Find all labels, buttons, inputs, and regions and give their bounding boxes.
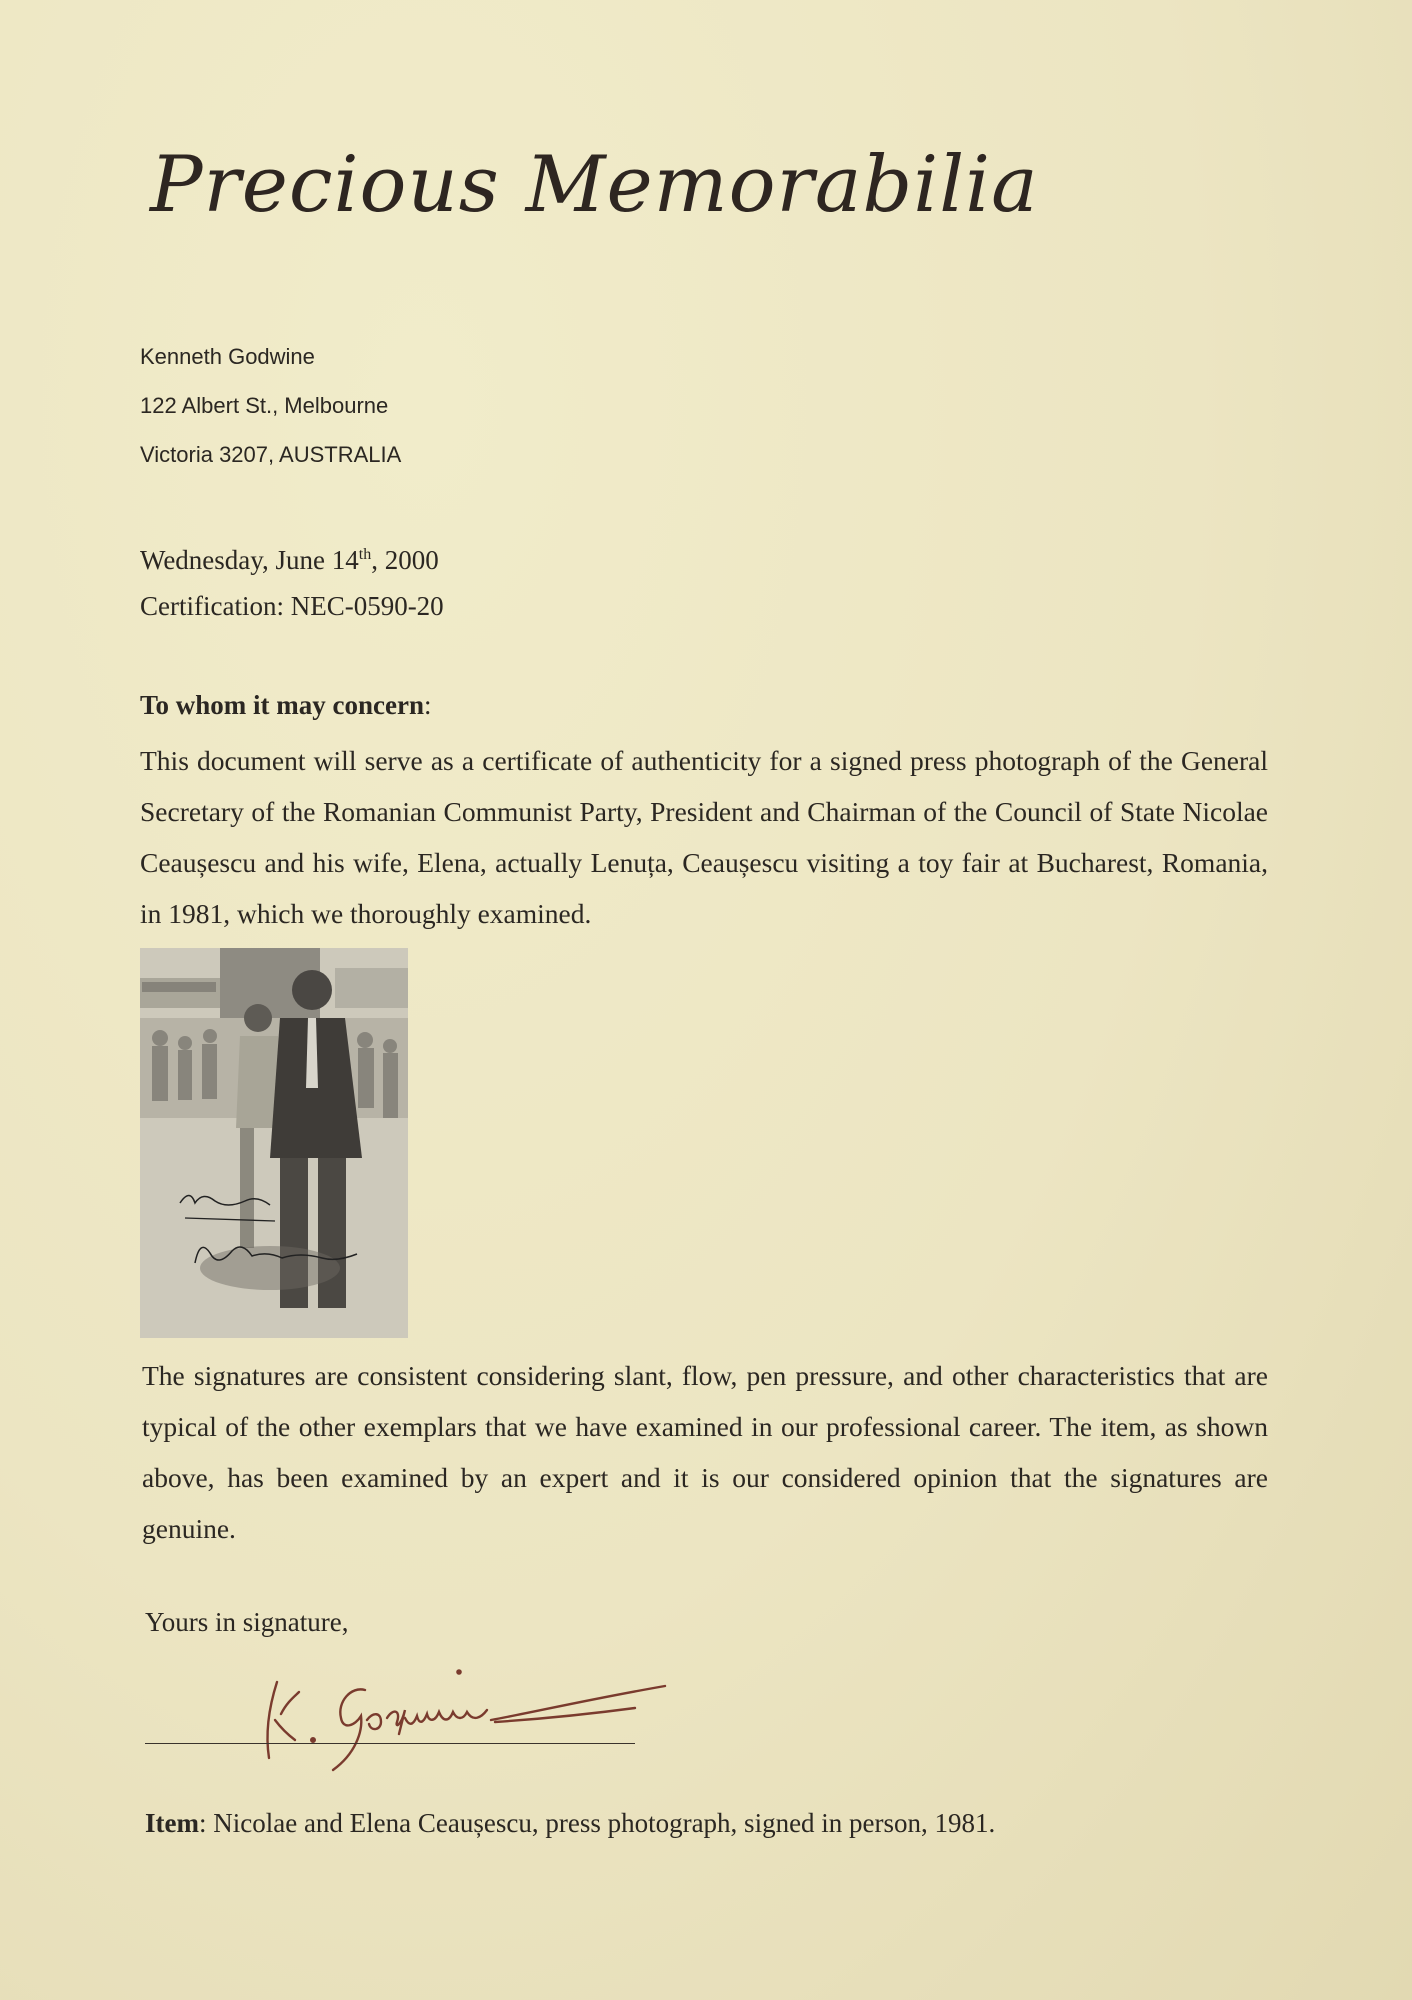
document-date	[140, 535, 444, 586]
date-year: , 2000	[371, 545, 439, 575]
letterhead-brand: Precious Memorabilia	[150, 140, 1039, 230]
date-text: Wednesday, June 14	[140, 545, 359, 575]
item-description	[145, 1808, 995, 1839]
body-paragraph-1: This document will serve as a certificate of authenticity for a signed press photograph of the General Secretary of the Romanian Communist Party, President and Chairman of the Council of State Nicolae Ceaușescu and his wife, Elena, actually Lenuța, Ceaușescu visiting a toy fair at Bucharest, Romania, in 1981, which we thoroughly examined.	[140, 745, 1268, 929]
sender-name: Kenneth Godwine	[140, 344, 315, 369]
body-paragraph-2: The signatures are consistent considering slant, flow, pen pressure, and other characteristics that are typical of the other exemplars that we have examined in our professional career. The item, as shown above, has been examined by an expert and it is our considered opinion that the signatures are genuine.	[142, 1360, 1268, 1544]
certification-number: Certification: NEC-0590-20	[140, 591, 444, 621]
sender-address-block	[140, 340, 401, 487]
handwritten-signature	[255, 1662, 675, 1772]
document-meta	[140, 535, 444, 637]
signed-press-photograph	[140, 948, 408, 1338]
closing-text: Yours in signature,	[145, 1607, 349, 1637]
greeting	[140, 690, 432, 721]
item-label: Item	[145, 1808, 199, 1838]
greeting-colon: :	[424, 690, 432, 720]
sender-address-line1: 122 Albert St., Melbourne	[140, 393, 389, 418]
signature-line	[145, 1743, 635, 1744]
date-ordinal: th	[358, 546, 372, 563]
item-text: : Nicolae and Elena Ceaușescu, press photograph, signed in person, 1981.	[198, 1808, 996, 1838]
sender-address-line2: Victoria 3207, AUSTRALIA	[140, 442, 402, 467]
greeting-label: To whom it may concern	[140, 690, 424, 720]
